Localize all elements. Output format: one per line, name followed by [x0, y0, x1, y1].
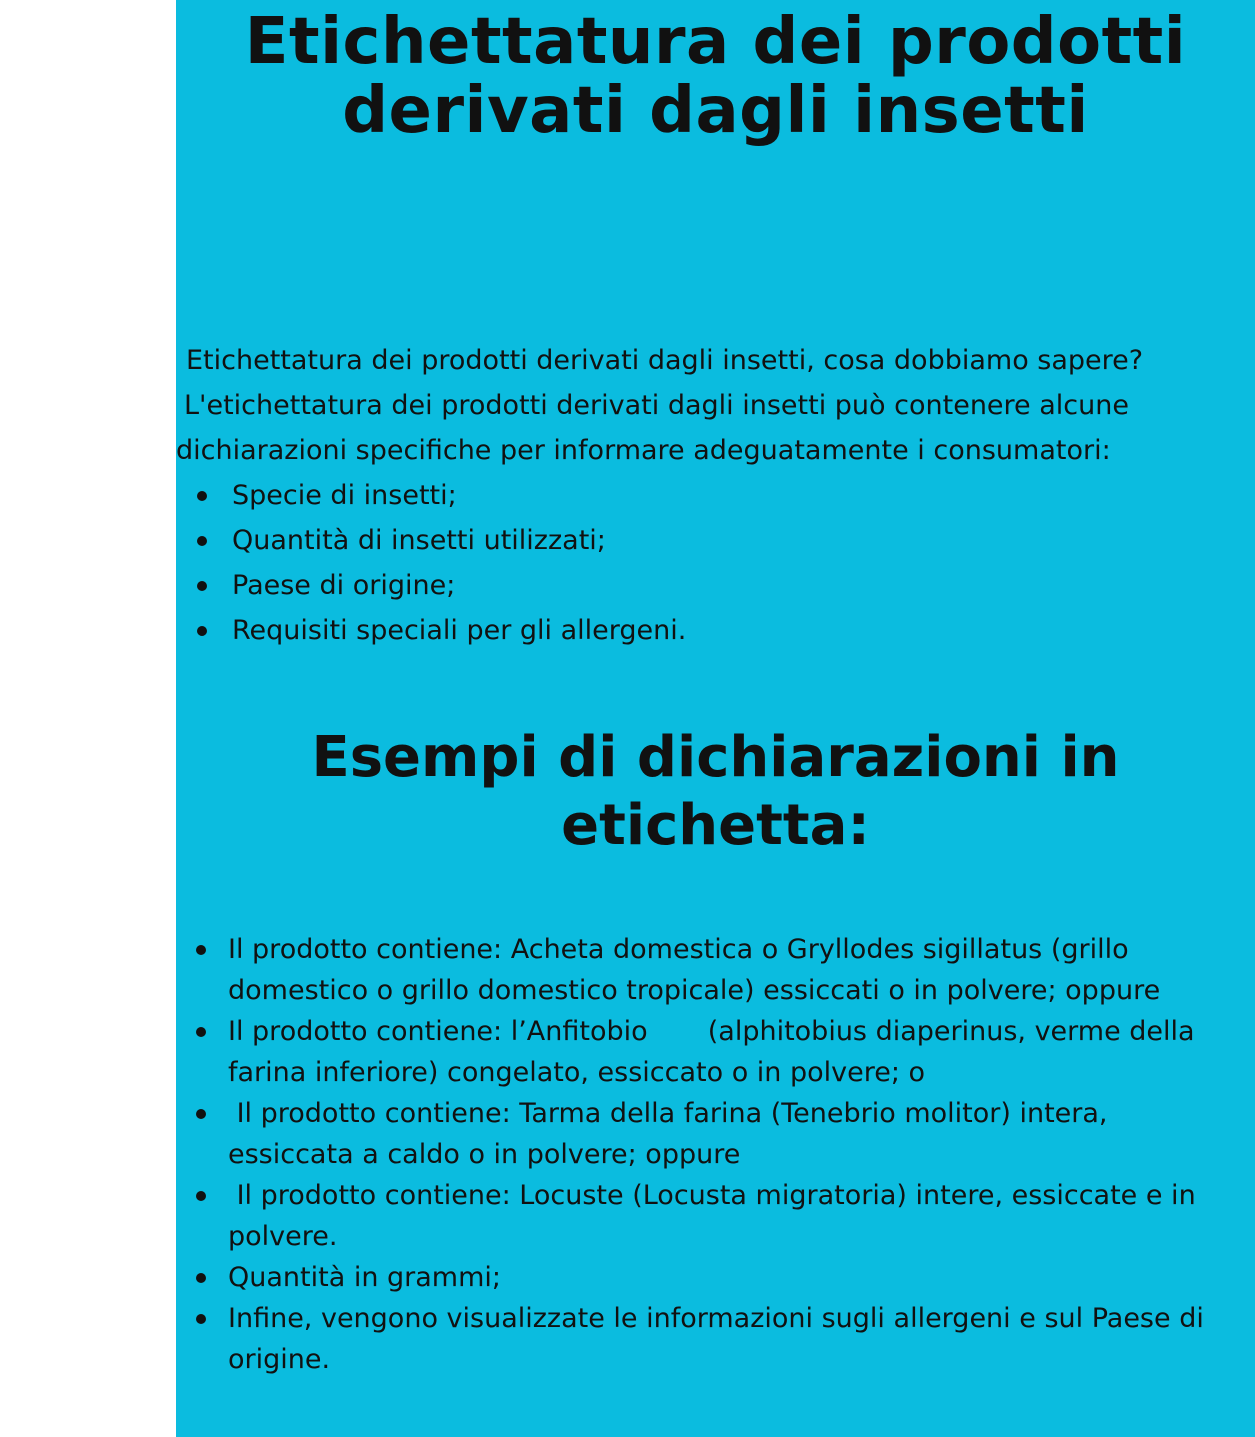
example-line: Il prodotto contiene: Tarma della farina (Tenebrio molitor) intera,: [228, 1098, 1108, 1129]
example-line: Quantità in grammi;: [228, 1262, 502, 1293]
example-line: polvere.: [228, 1221, 338, 1252]
example-line: Il prodotto contiene: Locuste (Locusta migratoria) intere, essiccate e in: [228, 1180, 1196, 1211]
list-item: Specie di insetti;: [176, 473, 1255, 518]
list-item: Quantità di insetti utilizzati;: [176, 518, 1255, 563]
intro-line-1: Etichettatura dei prodotti derivati dagli insetti, cosa dobbiamo sapere?: [186, 345, 1144, 376]
example-line: Il prodotto contiene: l’Anfitobio (alphitobius diaperinus, verme della: [228, 1016, 1195, 1047]
list-item: [176, 929, 1255, 1011]
list-item: Requisiti speciali per gli allergeni.: [176, 608, 1255, 653]
examples-list: [176, 929, 1255, 1380]
list-item: [176, 1175, 1255, 1257]
list-item: [176, 1011, 1255, 1093]
page-title: [176, 5, 1255, 148]
list-item: [176, 1257, 1255, 1298]
info-list: [176, 473, 1255, 653]
example-line: farina inferiore) congelato, essiccato o in polvere; o: [228, 1057, 926, 1088]
example-line: Il prodotto contiene: Acheta domestica o Gryllodes sigillatus (grillo: [228, 934, 1129, 965]
section-title: [176, 724, 1255, 860]
page-title-line-1: Etichettatura dei prodotti: [244, 5, 1187, 79]
list-item: Paese di origine;: [176, 563, 1255, 608]
example-line: domestico o grillo domestico tropicale) essiccati o in polvere; oppure: [228, 975, 1161, 1006]
page-title-line-2: derivati dagli insetti: [342, 74, 1089, 148]
example-line: origine.: [228, 1344, 331, 1375]
list-item: [176, 1093, 1255, 1175]
section-title-line-2: etichetta:: [561, 793, 870, 858]
section-title-line-1: Esempi di dichiarazioni in: [311, 725, 1120, 790]
list-item: [176, 1298, 1255, 1380]
intro-line-3: dichiarazioni specifiche per informare adeguatamente i consumatori:: [176, 435, 1111, 466]
intro-line-2: L'etichettatura dei prodotti derivati dagli insetti può contenere alcune: [184, 390, 1129, 421]
content-panel: [176, 0, 1255, 1437]
example-line: essiccata a caldo o in polvere; oppure: [228, 1139, 741, 1170]
example-line: Infine, vengono visualizzate le informazioni sugli allergeni e sul Paese di: [228, 1303, 1204, 1334]
intro-section: [176, 338, 1255, 653]
